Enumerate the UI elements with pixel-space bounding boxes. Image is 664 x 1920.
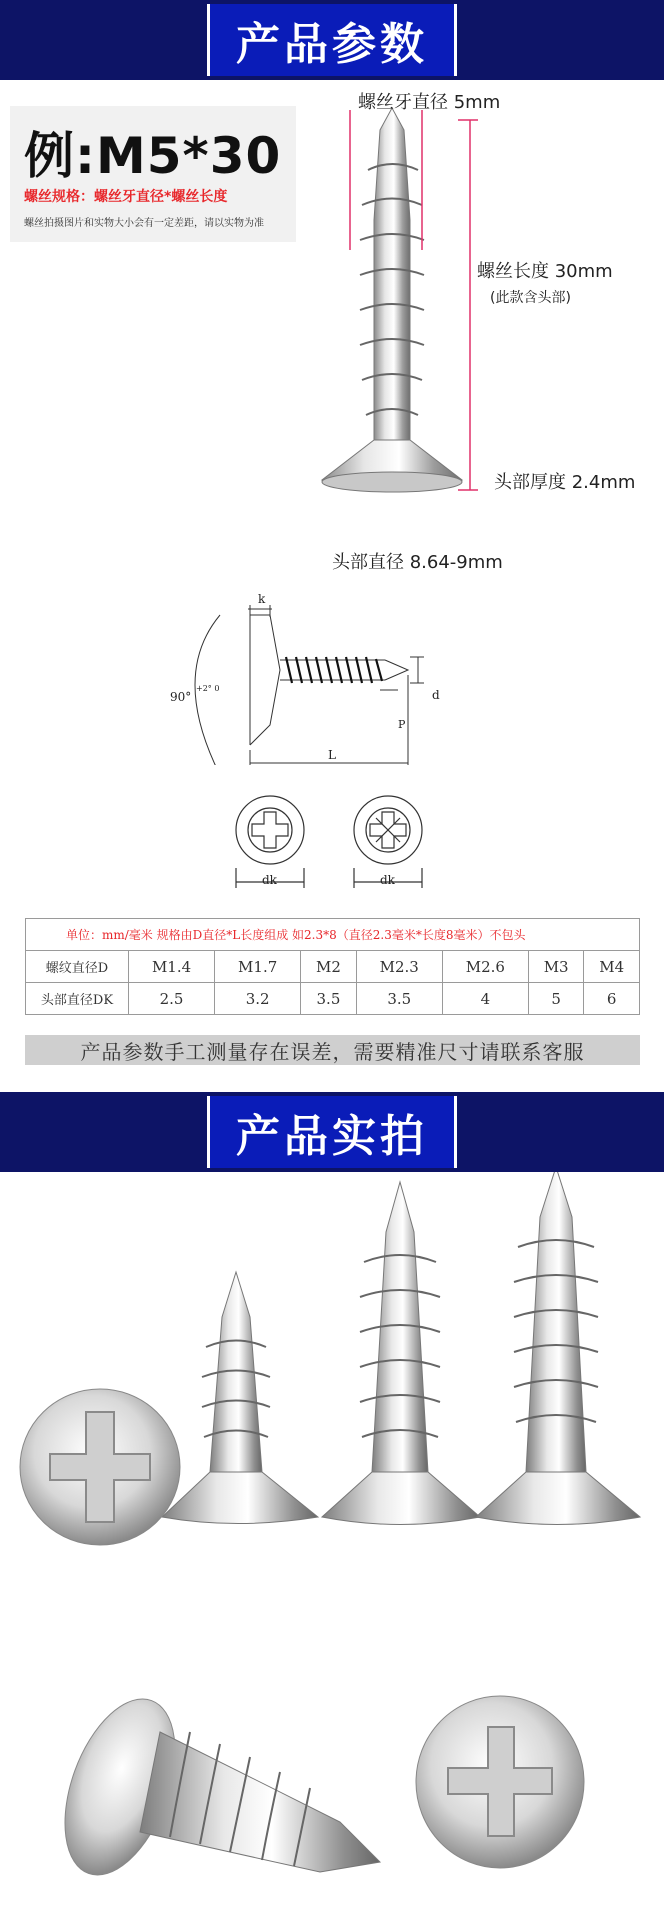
photos-banner-box	[207, 1096, 457, 1168]
disclaimer-text: 产品参数手工测量存在误差，需要精准尺寸请联系客服	[80, 1039, 585, 1064]
table-cell: 6	[584, 983, 640, 1015]
l-label: L	[328, 748, 336, 762]
screw-tall-middle	[322, 1182, 480, 1525]
dk-label-right: dk	[380, 873, 395, 887]
dimension-lines	[340, 90, 480, 515]
table-cell: M2.3	[356, 951, 442, 983]
photos-banner	[0, 1092, 664, 1172]
head-thickness-label: 头部厚度 2.4mm	[494, 472, 636, 493]
table-cell: 2.5	[129, 983, 215, 1015]
screw-tall-right	[476, 1172, 640, 1525]
disclaimer-bar	[25, 1035, 640, 1065]
params-banner-box	[207, 4, 457, 76]
example-title: 例:M5*30	[24, 127, 282, 185]
row-label: 头部直径DK	[26, 983, 129, 1015]
screw-short	[162, 1272, 318, 1524]
head-diameter-label: 头部直径 8.64-9mm	[332, 552, 503, 573]
table-cell: 3.2	[215, 983, 301, 1015]
length-label: 螺丝长度 30mm	[477, 261, 613, 282]
screw-head-right	[416, 1696, 584, 1868]
technical-drawing	[160, 595, 460, 765]
dk-label-left: dk	[262, 873, 277, 887]
angle-label: 90°	[170, 690, 192, 704]
spec-table	[25, 918, 640, 1015]
table-cell: 5	[528, 983, 583, 1015]
p-label: P	[398, 718, 406, 731]
product-photo	[0, 1172, 664, 1920]
thread-diameter-label: 螺丝牙直径 5mm	[358, 92, 501, 113]
table-cell: M1.4	[129, 951, 215, 983]
table-cell: M3	[528, 951, 583, 983]
params-banner-title: 产品参数	[236, 19, 428, 70]
table-row	[26, 951, 640, 983]
example-spec: 螺丝规格：螺丝牙直径*螺丝长度	[24, 189, 228, 205]
table-cell: M2.6	[442, 951, 528, 983]
table-row	[26, 983, 640, 1015]
head-top-views	[220, 790, 430, 900]
d-label: d	[432, 688, 440, 702]
screw-lying	[43, 1684, 380, 1890]
k-label: k	[258, 592, 266, 606]
angle-tolerance: +2° 0	[196, 684, 220, 693]
length-note: (此款含头部)	[490, 290, 571, 306]
table-cell: 3.5	[356, 983, 442, 1015]
example-note: 螺丝拍摄图片和实物大小会有一定差距，请以实物为准	[24, 218, 264, 229]
table-header-text: 单位：mm/毫米 规格由D直径*L长度组成 如2.3*8（直径2.3毫米*长度8毫米）不包头	[26, 919, 640, 951]
screw-head-left	[20, 1389, 180, 1545]
table-cell: M4	[584, 951, 640, 983]
table-cell: M1.7	[215, 951, 301, 983]
photos-banner-title: 产品实拍	[236, 1111, 428, 1162]
params-banner	[0, 0, 664, 80]
table-cell: 3.5	[301, 983, 356, 1015]
table-header-row	[26, 919, 640, 951]
table-cell: M2	[301, 951, 356, 983]
row-label: 螺纹直径D	[26, 951, 129, 983]
example-box	[10, 106, 296, 242]
table-cell: 4	[442, 983, 528, 1015]
